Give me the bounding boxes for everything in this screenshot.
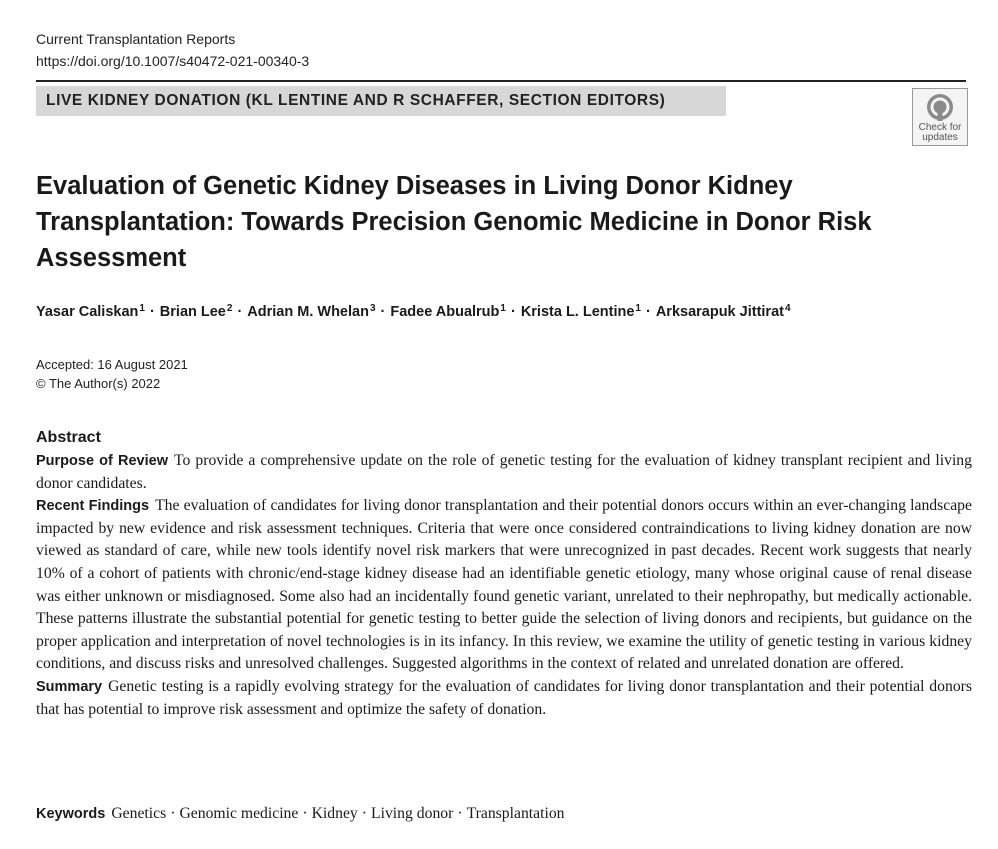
author-separator: ·	[510, 304, 516, 320]
author[interactable]: Krista L. Lentine$^1$	[520, 303, 641, 320]
keyword-separator: ·	[302, 805, 308, 822]
updates-label-2: updates	[922, 132, 958, 143]
section-banner: LIVE KIDNEY DONATION (KL LENTINE AND R SCHAFFER, SECTION EDITORS)	[36, 86, 726, 116]
abstract-section	[36, 427, 972, 721]
author[interactable]: Brian Lee$^2$	[159, 303, 233, 320]
author[interactable]: Arksarapuk Jittirat$^4$	[655, 303, 791, 320]
article-title: Evaluation of Genetic Kidney Diseases in Living Donor Kidney Transplantation: Towards Precision Genomic Medicine in Donor Risk Assessment	[36, 172, 872, 272]
author-list	[36, 298, 976, 323]
keyword[interactable]: Kidney	[311, 805, 358, 822]
crossmark-icon	[926, 93, 954, 121]
check-for-updates-badge[interactable]	[912, 88, 968, 146]
author-separator: ·	[380, 304, 386, 320]
author[interactable]: Fadee Abualrub$^1$	[390, 303, 506, 320]
header-rule	[36, 80, 966, 82]
keyword[interactable]: Genomic medicine	[179, 805, 299, 822]
journal-header	[36, 28, 309, 72]
updates-label-1: Check for	[918, 122, 962, 133]
author-separator: ·	[237, 304, 243, 320]
author-separator: ·	[645, 304, 651, 320]
abstract-findings	[36, 495, 972, 676]
keyword[interactable]: Transplantation	[466, 805, 565, 822]
abstract-summary	[36, 676, 972, 721]
abstract-heading: Abstract	[36, 429, 101, 446]
summary-text: Genetic testing is a rapidly evolving strategy for the evaluation of candidates for living donor transplantation and their potential donors that has potential to improve risk assessment and optimize the safety of donation.	[36, 677, 972, 718]
keyword[interactable]: Living donor	[371, 805, 454, 822]
keyword[interactable]: Genetics	[111, 805, 167, 822]
keywords-label: Keywords	[36, 806, 106, 822]
summary-label: Summary	[36, 678, 103, 695]
article-dates	[36, 355, 188, 393]
keyword-separator: ·	[457, 805, 463, 822]
findings-text: The evaluation of candidates for living donor transplantation and their potential donors occurs within an ever-changing landscape impacted by new evidence and risk assessment techniques. Criteria that were once considered contraindications to living kidney donation are now viewed as standard of care, while new tools identify novel risk markers that were unrecognized in past decades. Recent work suggests that nearly 10% of a cohort of patients with chronic/end-stage kidney disease had an identifiable genetic etiology, many whose original cause of renal disease was either unknown or misdiagnosed. Some also had an incidentally found genetic variant, unrelated to their nephropathy, but medically actionable. These patterns illustrate the substantial potential for genetic testing to better guide the selection of living donors and recipients, but guidance on the proper application and interpretation of novel technologies is in its infancy. In this review, we examine the utility of genetic testing in various kidney conditions, and discuss risks and unresolved challenges. Suggested algorithms in the context of related and unrelated donation are offered.	[36, 497, 972, 673]
accepted-date: Accepted: 16 August 2021	[36, 357, 188, 372]
findings-label: Recent Findings	[36, 498, 150, 515]
journal-name: Current Transplantation Reports	[36, 31, 236, 47]
author[interactable]: Yasar Caliskan$^1$	[36, 303, 145, 320]
keyword-separator: ·	[170, 805, 176, 822]
keyword-separator: ·	[361, 805, 368, 822]
purpose-text: To provide a comprehensive update on the role of genetic testing for the evaluation of kidney transplant recipient and living donor candidates.	[36, 452, 972, 492]
author-separator: ·	[149, 304, 155, 320]
purpose-label: Purpose of Review	[36, 453, 168, 469]
author[interactable]: Adrian M. Whelan$^3$	[247, 303, 376, 320]
keywords-section	[36, 803, 972, 825]
doi-link[interactable]: https://doi.org/10.1007/s40472-021-00340-3	[36, 53, 310, 69]
copyright-notice: © The Author(s) 2022	[36, 376, 161, 391]
abstract-purpose	[36, 450, 972, 495]
